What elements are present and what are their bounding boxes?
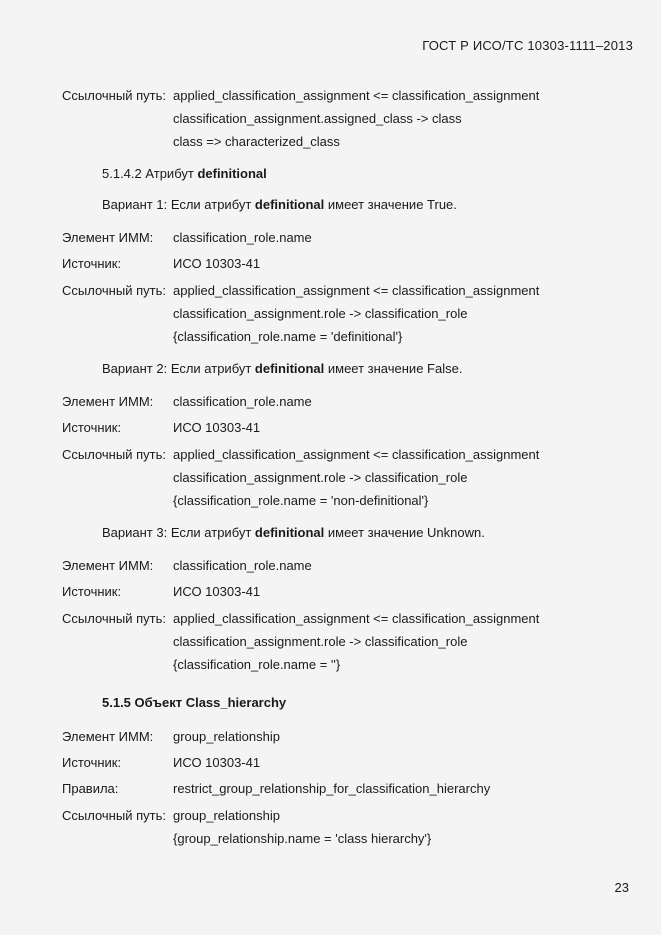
ref-path-value: applied_classification_assignment <= classification_assignment (173, 611, 540, 626)
source-label: Источник: (62, 755, 122, 770)
ref-path-label: Ссылочный путь: (62, 283, 166, 298)
ref-path-value: applied_classification_assignment <= classification_assignment (173, 283, 540, 298)
element-value: classification_role.name (173, 394, 312, 409)
ref-path-label: Ссылочный путь: (62, 447, 166, 462)
section-heading-515: 5.1.5 Объект Class_hierarchy (102, 695, 287, 710)
source-value: ИСО 10303-41 (173, 584, 261, 599)
element-value: group_relationship (173, 729, 280, 744)
ref-path-continuation: {classification_role.name = 'definitional'} (173, 329, 403, 344)
element-label: Элемент ИММ: (62, 230, 154, 245)
rules-value: restrict_group_relationship_for_classification_hierarchy (173, 781, 491, 796)
ref-path-continuation: classification_assignment.assigned_class -> class (173, 111, 462, 126)
page-header: ГОСТ Р ИСО/ТС 10303-1111–2013 (422, 38, 633, 53)
source-label: Источник: (62, 584, 122, 599)
page-number: 23 (614, 880, 629, 895)
element-value: classification_role.name (173, 230, 312, 245)
ref-path-continuation: {group_relationship.name = 'class hierarchy'} (173, 831, 432, 846)
source-value: ИСО 10303-41 (173, 755, 261, 770)
ref-path-value: applied_classification_assignment <= classification_assignment (173, 447, 540, 462)
variant-3-heading: Вариант 3: Если атрибут definitional имеет значение Unknown. (102, 525, 485, 540)
ref-path-value: group_relationship (173, 808, 280, 823)
element-label: Элемент ИММ: (62, 729, 154, 744)
ref-path-continuation: class => characterized_class (173, 134, 340, 149)
ref-path-label: Ссылочный путь: (62, 808, 166, 823)
element-value: classification_role.name (173, 558, 312, 573)
variant-1-heading: Вариант 1: Если атрибут definitional имеет значение True. (102, 197, 457, 212)
ref-path-value: applied_classification_assignment <= classification_assignment (173, 88, 540, 103)
source-label: Источник: (62, 256, 122, 271)
source-value: ИСО 10303-41 (173, 420, 261, 435)
source-label: Источник: (62, 420, 122, 435)
ref-path-label: Ссылочный путь: (62, 88, 166, 103)
section-heading-5142: 5.1.4.2 Атрибут definitional (102, 166, 267, 181)
ref-path-continuation: classification_assignment.role -> classification_role (173, 306, 468, 321)
element-label: Элемент ИММ: (62, 394, 154, 409)
ref-path-label: Ссылочный путь: (62, 611, 166, 626)
ref-path-continuation: classification_assignment.role -> classification_role (173, 470, 468, 485)
ref-path-continuation: {classification_role.name = 'non-definitional'} (173, 493, 429, 508)
rules-label: Правила: (62, 781, 119, 796)
variant-2-heading: Вариант 2: Если атрибут definitional имеет значение False. (102, 361, 463, 376)
ref-path-continuation: {classification_role.name = ''} (173, 657, 341, 672)
source-value: ИСО 10303-41 (173, 256, 261, 271)
element-label: Элемент ИММ: (62, 558, 154, 573)
ref-path-continuation: classification_assignment.role -> classification_role (173, 634, 468, 649)
